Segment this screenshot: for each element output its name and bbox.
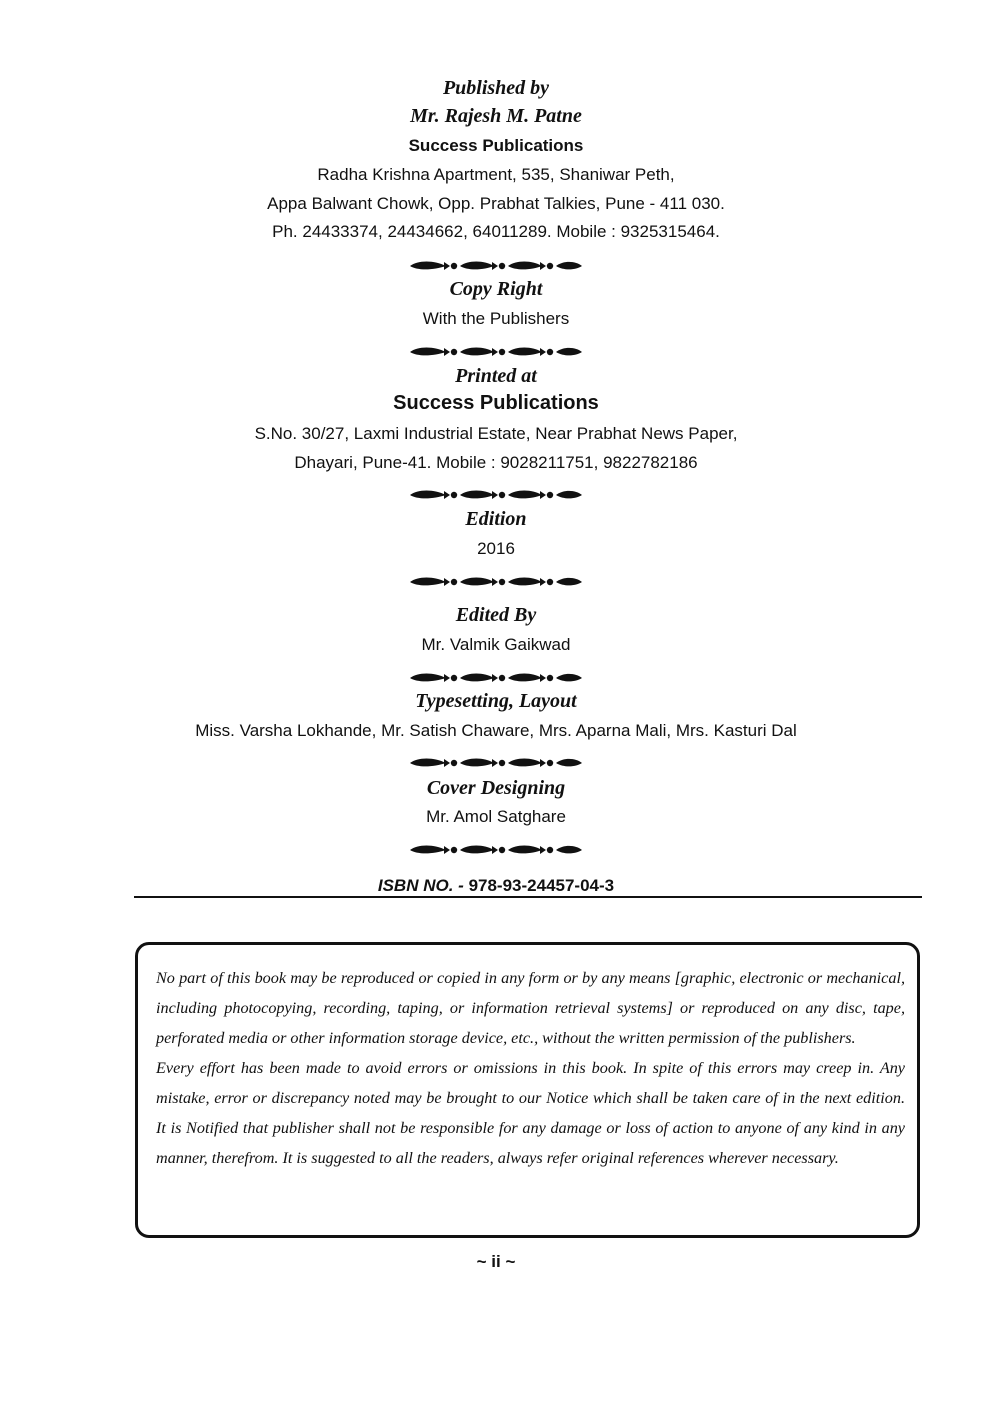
publisher-address-line-1: Radha Krishna Apartment, 535, Shaniwar Peth,	[317, 165, 675, 184]
ornament-divider	[0, 575, 992, 589]
publisher-company: Success Publications	[408, 136, 584, 155]
isbn-value: 978-93-24457-04-3	[468, 876, 615, 895]
printer-address-line-1: S.No. 30/27, Laxmi Industrial Estate, Near Prabhat News Paper,	[254, 424, 738, 443]
cover-designing-heading: Cover Designing	[426, 777, 566, 799]
isbn-line	[0, 876, 992, 896]
publisher-address-line-2: Appa Balwant Chowk, Opp. Prabhat Talkies, Pune - 411 030.	[267, 194, 725, 213]
ornament-divider	[0, 488, 992, 502]
page-number: ~ ii ~	[476, 1252, 516, 1271]
ornament-divider	[0, 259, 992, 273]
horizontal-rule	[134, 896, 922, 898]
ornament-divider	[0, 671, 992, 685]
typesetting-heading: Typesetting, Layout	[415, 690, 577, 712]
ornament-divider	[0, 345, 992, 359]
copyright-heading: Copy Right	[449, 278, 543, 300]
editor-name: Mr. Valmik Gaikwad	[421, 635, 571, 654]
printer-address-line-2: Dhayari, Pune-41. Mobile : 9028211751, 9822782186	[294, 453, 698, 472]
published-by-heading: Published by	[442, 77, 550, 99]
cover-designer-name: Mr. Amol Satghare	[426, 807, 566, 826]
edition-heading: Edition	[465, 508, 527, 530]
printer-company: Success Publications	[393, 392, 599, 414]
printed-at-heading: Printed at	[455, 365, 537, 387]
publisher-name: Mr. Rajesh M. Patne	[410, 105, 582, 127]
notice-paragraph-1: No part of this book may be reproduced or copied in any form or by any means [graphic, electronic or mechanical, including photocopying, recording, taping, or information retrieval systems] or reproduced on any disc, tape, perforated media or other information storage device, etc., without the written permission of the publishers.	[156, 969, 905, 1047]
notice-paragraph-2: Every effort has been made to avoid errors or omissions in this book. In spite of this errors may creep in. Any mistake, error or discrepancy noted may be brought to our Notice which shall be taken care of in the next edition. It is Notified that publisher shall not be responsible for any damage or loss of action to anyone of any kind in any manner, therefrom. It is suggested to all the readers, always refer original references wherever necessary.	[156, 1059, 905, 1167]
publisher-phone-line: Ph. 24433374, 24434662, 64011289. Mobile : 9325315464.	[272, 222, 720, 241]
edited-by-heading: Edited By	[455, 604, 537, 626]
isbn-label: ISBN NO. -	[377, 876, 464, 895]
ornament-divider	[0, 756, 992, 770]
edition-value: 2016	[477, 539, 515, 558]
copyright-value: With the Publishers	[422, 309, 570, 328]
ornament-divider	[0, 843, 992, 857]
typesetting-names: Miss. Varsha Lokhande, Mr. Satish Chaware, Mrs. Aparna Mali, Mrs. Kasturi Dal	[195, 721, 797, 740]
copyright-notice-box	[135, 942, 920, 1238]
